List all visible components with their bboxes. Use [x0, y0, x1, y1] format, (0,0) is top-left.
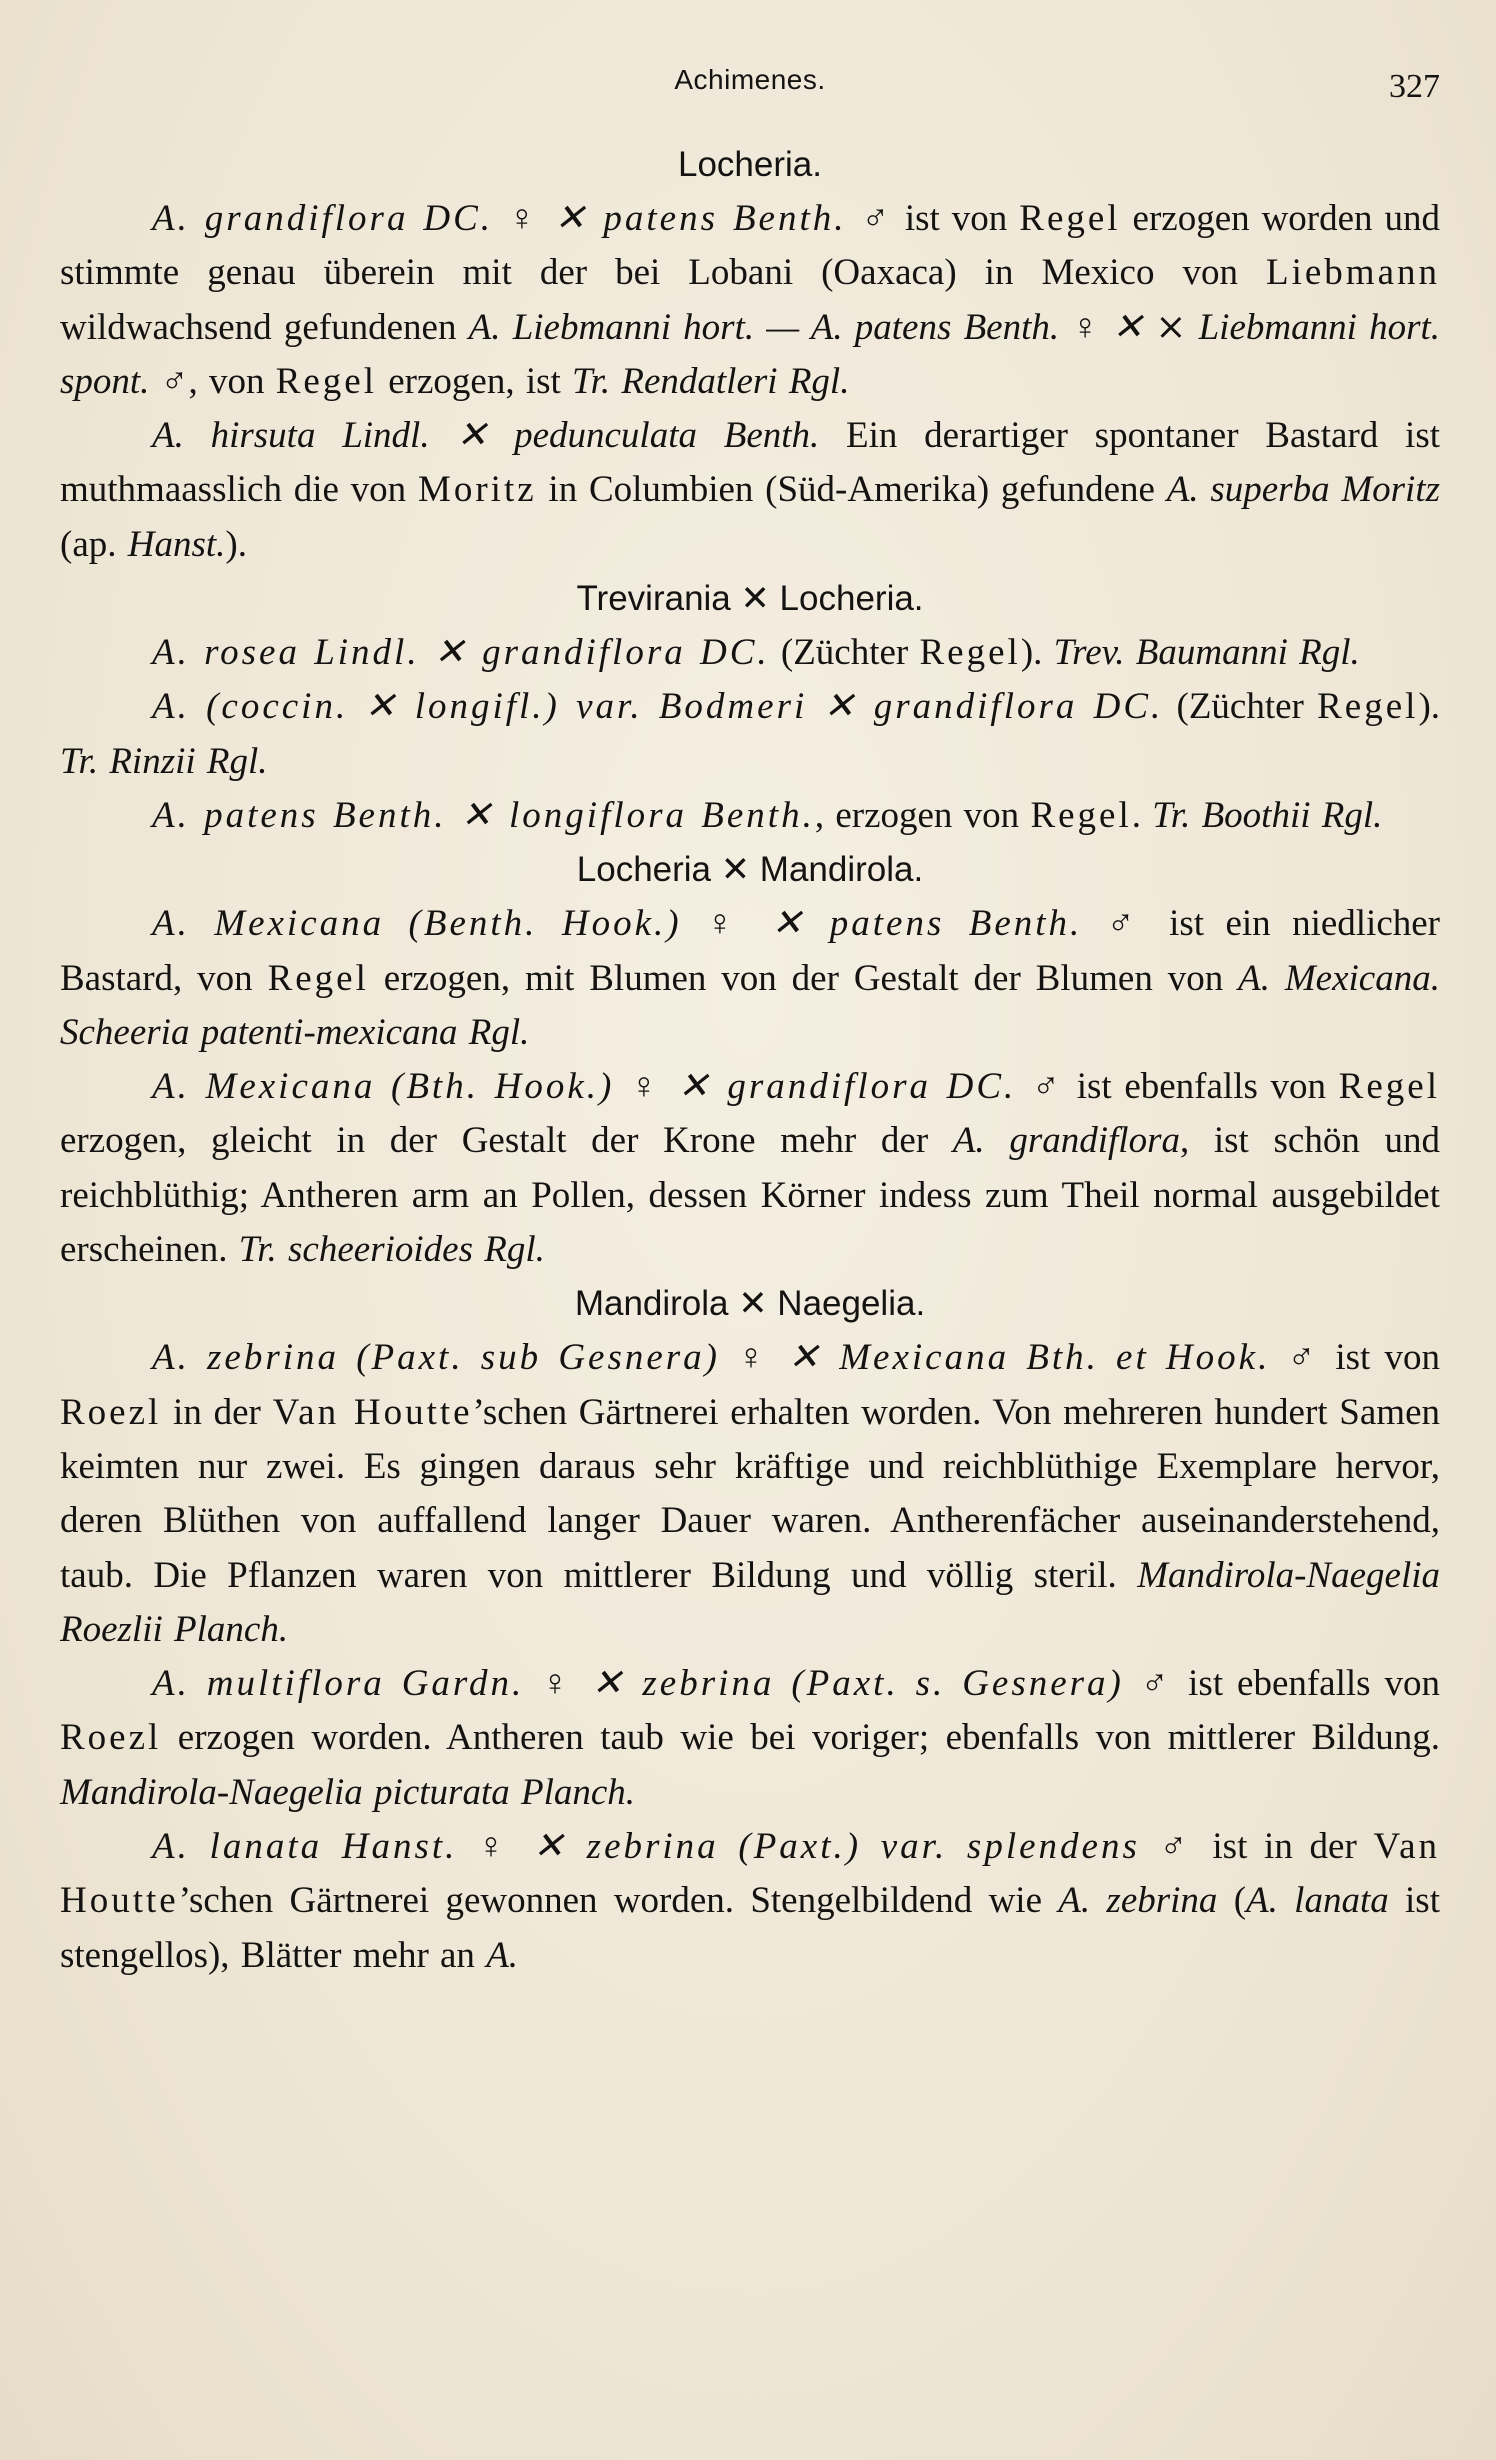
styled-text-run: Regel: [919, 632, 1021, 674]
text-run: wildwachsend gefundenen: [60, 306, 469, 348]
styled-text-run: A. Mexicana (Benth. Hook.) ♀ ✕ patens Benth. ♂: [152, 903, 1148, 945]
text-run: , ist schön und reichblüthig; Antheren arm an Pollen, dessen Körner indess zum Theil normal ausgebildet erscheinen.: [60, 1120, 1440, 1271]
section-mandirola-naegelia: [60, 1277, 1440, 1983]
text-run: ist von: [1321, 1337, 1440, 1379]
text-run: (Züchter: [769, 632, 920, 674]
section-heading: Locheria.: [678, 145, 822, 184]
styled-text-run: Tr. Rinzii Rgl.: [60, 740, 268, 782]
paragraph: [60, 1820, 1440, 1983]
paragraph: [60, 409, 1440, 572]
text-run: ist von: [892, 198, 1020, 239]
styled-text-run: A. patens Benth. ✕ longiflora Benth.: [152, 794, 815, 836]
styled-text-run: Hanst.: [127, 523, 226, 565]
page-number: 327: [1389, 68, 1440, 105]
book-page: [60, 40, 1440, 2440]
styled-text-run: Trev. Baumanni Rgl.: [1053, 632, 1360, 674]
text-run: ’schen Gärtnerei gewonnen worden. Stengelbildend wie: [178, 1880, 1059, 1922]
paragraph: [60, 789, 1440, 843]
text-run: ist ebenfalls von: [1174, 1663, 1440, 1705]
section-heading: Trevirania ✕ Locheria.: [576, 579, 924, 619]
styled-text-run: A. lanata: [1246, 1880, 1389, 1922]
paragraph: [60, 1331, 1440, 1657]
styled-text-run: Moritz: [417, 469, 537, 511]
styled-text-run: A. hirsuta Lindl. ✕ pedunculata Benth.: [152, 415, 820, 457]
styled-text-run: Regel: [1030, 794, 1132, 836]
styled-text-run: Van Houtte: [272, 1391, 473, 1433]
text-run: ist ebenfalls von: [1064, 1066, 1339, 1108]
styled-text-run: A. multiflora Gardn. ♀ ✕ zebrina (Paxt. s. Gesnera) ♂: [152, 1663, 1175, 1705]
paragraph: [60, 192, 1440, 409]
styled-text-run: A. superba Moritz: [1166, 469, 1441, 511]
styled-text-run: Tr. scheerioides Rgl.: [238, 1229, 545, 1271]
text-run: ).: [225, 523, 247, 565]
styled-text-run: A. (coccin. ✕ longifl.) var. Bodmeri ✕ grandiflora DC.: [152, 686, 1164, 728]
section-trevirania-locheria: [60, 572, 1440, 843]
paragraph: [60, 897, 1440, 1060]
styled-text-run: Roezl: [60, 1391, 162, 1433]
text-run: erzogen, gleicht in der Gestalt der Krone mehr der: [60, 1120, 953, 1162]
styled-text-run: A. zebrina: [1058, 1880, 1218, 1922]
paragraph: [60, 680, 1440, 789]
running-head: [60, 54, 1440, 114]
section-locheria-mandirola: [60, 843, 1440, 1277]
styled-text-run: A. lanata Hanst. ♀ ✕ zebrina (Paxt.) var. splendens ♂: [152, 1826, 1196, 1868]
section-locheria: [60, 138, 1440, 572]
styled-text-run: Mandirola-Naegelia Roezlii Planch.: [60, 1554, 1440, 1650]
text-run: ist ein niedlicher Bastard, von: [60, 903, 1440, 999]
text-run: in Columbien (Süd-Amerika) gefundene: [536, 469, 1167, 511]
styled-text-run: Roezl: [60, 1717, 162, 1759]
running-title: Achimenes.: [674, 64, 826, 95]
text-run: , erzogen von: [814, 794, 1031, 836]
styled-text-run: Van Houtte: [60, 1826, 1440, 1922]
text-run: ).: [1418, 686, 1441, 728]
text-run: (Züchter: [1163, 686, 1318, 728]
text-run: erzogen worden. Antheren taub wie bei voriger; ebenfalls von mittlerer Bildung.: [161, 1717, 1440, 1759]
text-run: ).: [1020, 632, 1054, 674]
styled-text-run: A. rosea Lindl. ✕ grandiflora DC.: [152, 632, 770, 674]
styled-text-run: A. zebrina (Paxt. sub Gesnera) ♀ ✕ Mexicana Bth. et Hook. ♂: [152, 1337, 1322, 1379]
styled-text-run: Liebmann: [1265, 252, 1440, 294]
section-heading: Mandirola ✕ Naegelia.: [574, 1284, 926, 1324]
text-run: erzogen, ist: [377, 360, 573, 402]
text-run: ist stengellos), Blätter mehr an: [60, 1880, 1440, 1976]
styled-text-run: Regel: [267, 957, 369, 999]
styled-text-run: Regel: [1317, 686, 1419, 728]
styled-text-run: A. grandiflora DC. ♀ ✕ patens Benth. ♂: [152, 198, 893, 239]
styled-text-run: Regel: [1338, 1066, 1440, 1108]
paragraph: [60, 1657, 1440, 1820]
styled-text-run: Regel: [1019, 198, 1121, 239]
text-run: Ein derartiger spontaner Bastard ist muthmaasslich die von: [60, 415, 1440, 511]
paragraph: [60, 626, 1440, 680]
text-run: ’schen Gärtnerei erhalten worden. Von mehreren hundert Samen keimten nur zwei. Es gingen daraus sehr kräftige und reichblüthige Exemplare hervor, deren Blüthen von auffallend langer Dauer waren. Antherenfächer auseinanderstehend, taub. Die Pflanzen waren von mittlerer Bildung und völlig steril.: [60, 1391, 1440, 1596]
text-run: , von: [188, 360, 276, 402]
text-run: ist in der: [1195, 1826, 1374, 1868]
styled-text-run: Mandirola-Naegelia picturata Planch.: [60, 1771, 636, 1813]
styled-text-run: A. Mexicana (Bth. Hook.) ♀ ✕ grandiflora DC. ♂: [152, 1066, 1065, 1108]
styled-text-run: Regel: [275, 360, 377, 402]
text-run: erzogen, mit Blumen von der Gestalt der Blumen von: [368, 957, 1239, 999]
text-run: in der: [161, 1391, 273, 1433]
styled-text-run: Tr. Rendatleri Rgl.: [572, 360, 850, 402]
text-run: .: [1131, 794, 1153, 836]
text-run: (: [1217, 1880, 1247, 1922]
paragraph: [60, 1060, 1440, 1277]
text-run: (ap.: [60, 523, 128, 565]
styled-text-run: A. Mexicana. Scheeria patenti-mexicana Rgl.: [60, 957, 1440, 1053]
text-run: erzogen worden und stimmte genau überein mit der bei Lobani (Oaxaca) in Mexico von: [60, 198, 1441, 294]
styled-text-run: A.: [486, 1934, 519, 1976]
section-heading: Locheria ✕ Mandirola.: [576, 850, 924, 890]
styled-text-run: Tr. Boothii Rgl.: [1152, 794, 1383, 836]
page-body: [60, 138, 1440, 1983]
styled-text-run: A. grandiflora: [952, 1120, 1180, 1162]
styled-text-run: A. Liebmanni hort. — A. patens Benth. ♀ ✕ ⨯ Liebmanni hort. spont. ♂: [60, 306, 1440, 402]
